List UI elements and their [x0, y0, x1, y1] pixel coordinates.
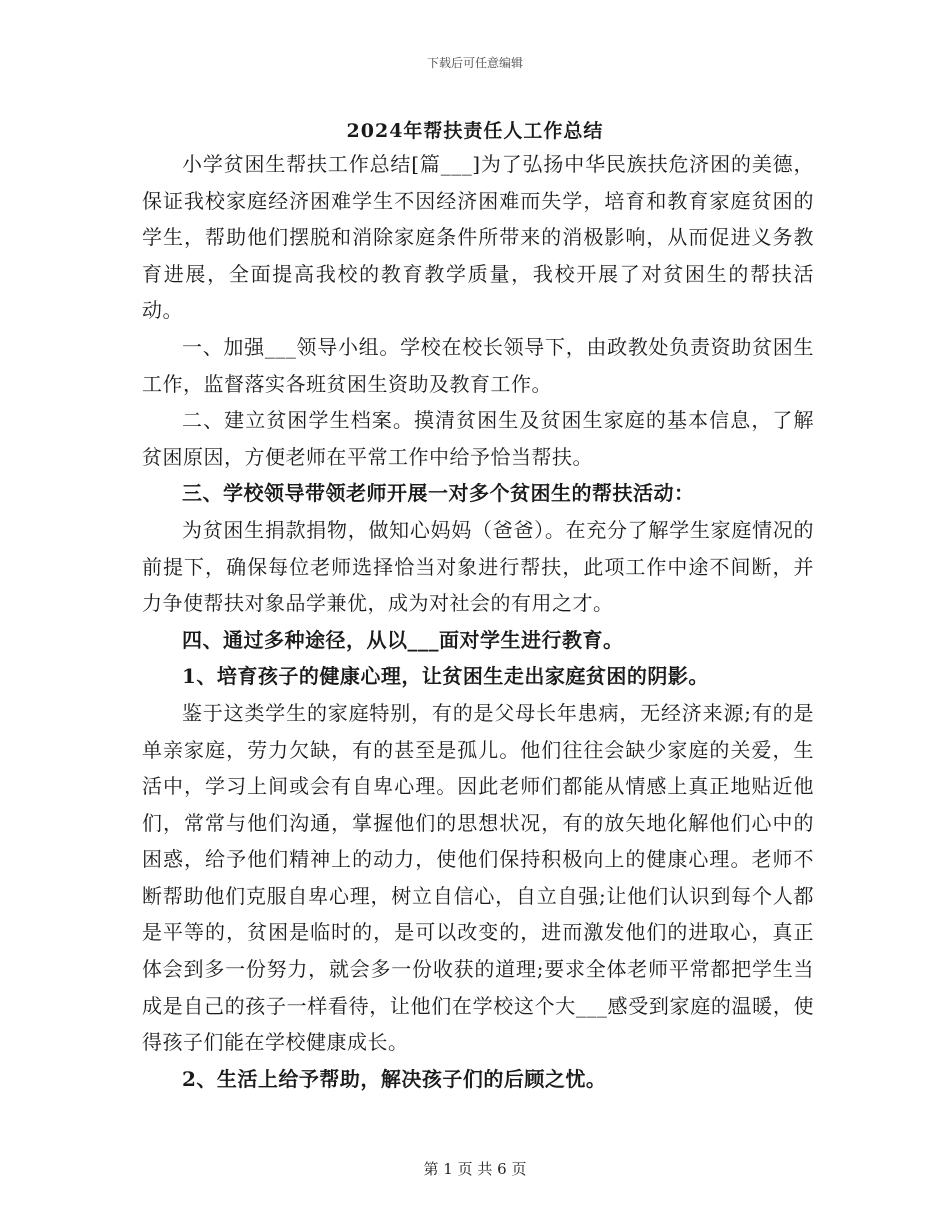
heading-section-3: 三、学校领导带领老师开展一对多个贫困生的帮扶活动： [182, 481, 695, 506]
paragraph-item-1: 鉴于这类学生的家庭特别，有的是父母长年患病，无经济来源;有的是单亲家庭，劳力欠缺，有的甚至是孤儿。他们往往会缺少家庭的关爱，生活中，学习上间或会有自卑心理。因此老师们都能从情感上真正地贴近他们，常常与他们沟通，掌握他们的思想状况，有的放矢地化解他们心中的困惑，给予他们精神上的动力，使他们保持积极向上的健康心理。老师不断帮助他们克服自卑心理，树立自信心，自立自强;让他们认识到每个人都是平等的，贫困是临时的，是可以改变的，进而激发他们的进取心，真正体会到多一份努力，就会多一份收获的道理;要求全体老师平常都把学生当成是自己的孩子一样看待，让他们在学校这个大___感受到家庭的温暖，使得孩子们能在学校健康成长。 [142, 700, 814, 1055]
paragraph-section-2: 二、建立贫困学生档案。摸清贫困生及贫困生家庭的基本信息，了解贫困原因，方便老师在平常工作中给予恰当帮扶。 [142, 408, 814, 469]
document-title: 2024年帮扶责任人工作总结 [346, 120, 604, 142]
paragraph-section-3: 为贫困生捐款捐物，做知心妈妈（爸爸）。在充分了解学生家庭情况的前提下，确保每位老师选择恰当对象进行帮扶，此项工作中途不间断，并力争使帮扶对象品学兼优，成为对社会的有用之才。 [142, 517, 814, 616]
document-body [142, 146, 814, 1097]
page-footer: 第 1 页 共 6 页 [423, 1160, 527, 1178]
paragraph-section-1: 一、加强___领导小组。学校在校长领导下，由政教处负责资助贫困生工作，监督落实各班贫困生资助及教育工作。 [142, 334, 814, 396]
heading-item-2: 2、生活上给予帮助，解决孩子们的后顾之忧。 [182, 1066, 607, 1091]
heading-section-4: 四、通过多种途径，从以___面对学生进行教育。 [182, 627, 624, 652]
header-note: 下载后可任意编辑 [426, 56, 523, 70]
paragraph-intro: 小学贫困生帮扶工作总结[篇___]为了弘扬中华民族扶危济困的美德，保证我校家庭经济困难学生不因经济困难而失学，培育和教育家庭贫困的学生，帮助他们摆脱和消除家庭条件所带来的消极影响，从而促进义务教育进展，全面提高我校的教育教学质量，我校开展了对贫困生的帮扶活动。 [142, 152, 814, 323]
heading-item-1: 1、培育孩子的健康心理，让贫困生走出家庭贫困的阴影。 [182, 664, 709, 689]
